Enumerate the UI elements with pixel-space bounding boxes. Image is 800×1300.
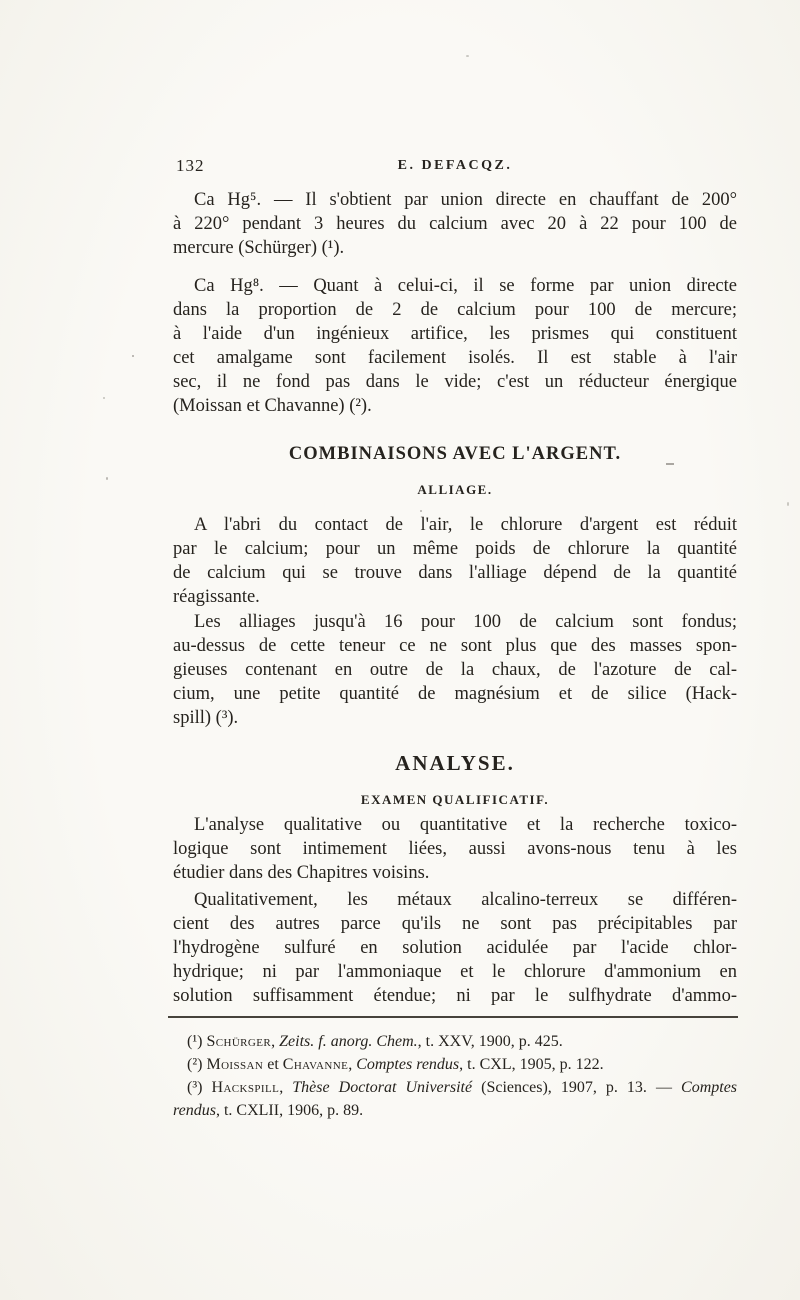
text-line: Ca Hg⁵. — Il s'obtient par union directe en chauffant de 200° xyxy=(194,190,737,210)
footnote-text: , t. CXL, 1905, p. 122. xyxy=(459,1056,604,1073)
footnote-3-line-2 xyxy=(173,1099,737,1122)
text-line: étudier dans des Chapitres voisins. xyxy=(173,863,430,883)
footnotes xyxy=(173,1030,737,1122)
text-line: dans la proportion de 2 de calcium pour 100 de mercure; xyxy=(173,300,737,320)
footnote-author: Hackspill xyxy=(211,1079,280,1096)
text-line: de calcium qui se trouve dans l'alliage dépend de la quantité xyxy=(173,563,737,583)
text-line: mercure (Schürger) (¹). xyxy=(173,238,345,258)
footnote-marker: (¹) xyxy=(187,1033,207,1050)
footnote-2 xyxy=(173,1053,737,1076)
subsection-heading-examen: EXAMEN QUALIFICATIF. xyxy=(360,792,550,807)
scan-speck xyxy=(106,477,108,480)
footnote-author: Moissan xyxy=(206,1056,264,1073)
subsection-heading-alliage: ALLIAGE. xyxy=(417,482,493,497)
text-line: Les alliages jusqu'à 16 pour 100 de calcium sont fondus; xyxy=(194,612,737,632)
scan-speck xyxy=(466,55,469,57)
text-line: Qualitativement, les métaux alcalino-terreux se différen- xyxy=(194,890,737,910)
scan-speck xyxy=(132,355,134,357)
paragraph-cahg5 xyxy=(173,188,737,260)
text-line: logique sont intimement liées, aussi avons-nous tenu à les xyxy=(173,839,737,859)
footnote-author: Schürger xyxy=(206,1033,272,1050)
footnote-title: Thèse Doctorat Université xyxy=(292,1079,473,1096)
text-line: sec, il ne fond pas dans le vide; c'est un réducteur énergique xyxy=(173,372,737,392)
paragraph-alliage-1 xyxy=(173,513,737,609)
text-line: gieuses contenant en outre de la chaux, de l'azoture de cal- xyxy=(173,660,737,680)
footnote-text: , xyxy=(279,1079,293,1096)
footnote-title: Comptes rendus xyxy=(356,1056,460,1073)
text-line: Ca Hg⁸. — Quant à celui-ci, il se forme par union directe xyxy=(194,276,737,296)
footnote-marker: (²) xyxy=(187,1056,207,1073)
text-line: cient des autres parce qu'ils ne sont pas précipitables par xyxy=(173,914,737,934)
footnote-marker: (³) xyxy=(187,1079,212,1096)
footnote-1 xyxy=(173,1030,737,1053)
text-line: spill) (³). xyxy=(173,708,239,728)
text-line: hydrique; ni par l'ammoniaque et le chlorure d'ammonium en xyxy=(173,962,737,982)
text-line: à l'aide d'un ingénieux artifice, les prismes qui constituent xyxy=(173,324,737,344)
text-line: solution suffisamment étendue; ni par le sulfhydrate d'ammo- xyxy=(173,986,737,1006)
footnote-author: Chavanne xyxy=(282,1056,349,1073)
footnote-text: , t. XXV, 1900, p. 425. xyxy=(417,1033,563,1050)
text-line: (Moissan et Chavanne) (²). xyxy=(173,396,372,416)
section-heading-combinaisons: COMBINAISONS AVEC L'ARGENT. xyxy=(288,444,622,464)
section-heading-analyse: ANALYSE. xyxy=(395,751,515,775)
text-line: l'hydrogène sulfuré en solution acidulée par l'acide chlor- xyxy=(173,938,737,958)
paragraph-cahg8 xyxy=(173,274,737,418)
footnote-text: et xyxy=(263,1056,283,1073)
text-line: par le calcium; pour un même poids de chlorure la quantité xyxy=(173,539,737,559)
page-number: 132 xyxy=(176,156,205,175)
footnote-text: , xyxy=(348,1056,357,1073)
paragraph-alliage-2 xyxy=(173,610,737,730)
page-header xyxy=(173,156,737,178)
text-line: au-dessus de cette teneur ce ne sont plus que des masses spon- xyxy=(173,636,737,656)
scan-dash-artifact xyxy=(666,463,674,465)
footnote-text: , xyxy=(271,1033,280,1050)
footnote-text: , t. CXLII, 1906, p. 89. xyxy=(215,1102,364,1119)
scan-speck xyxy=(420,510,422,512)
footnote-divider-rule xyxy=(168,1016,738,1018)
text-line: cet amalgame sont facilement isolés. Il est stable à l'air xyxy=(173,348,737,368)
footnote-3-line-1 xyxy=(173,1076,737,1099)
text-line: L'analyse qualitative ou quantitative et la recherche toxico- xyxy=(194,815,737,835)
footnote-title: Zeits. f. anorg. Chem. xyxy=(279,1033,418,1050)
paragraph-analyse-1 xyxy=(173,813,737,885)
scan-speck xyxy=(103,397,105,399)
running-title: E. DEFACQZ. xyxy=(397,158,513,173)
footnote-title: Comptes xyxy=(681,1079,738,1096)
text-line: cium, une petite quantité de magnésium et de silice (Hack- xyxy=(173,684,737,704)
text-line: réagissante. xyxy=(173,587,260,607)
text-line: à 220° pendant 3 heures du calcium avec 20 à 22 pour 100 de xyxy=(173,214,737,234)
footnote-title: rendus xyxy=(173,1102,216,1119)
paragraph-analyse-2 xyxy=(173,888,737,1008)
text-line: A l'abri du contact de l'air, le chlorure d'argent est réduit xyxy=(194,515,737,535)
scan-speck xyxy=(787,502,789,506)
footnote-text: (Sciences), 1907, p. 13. — xyxy=(472,1079,682,1096)
